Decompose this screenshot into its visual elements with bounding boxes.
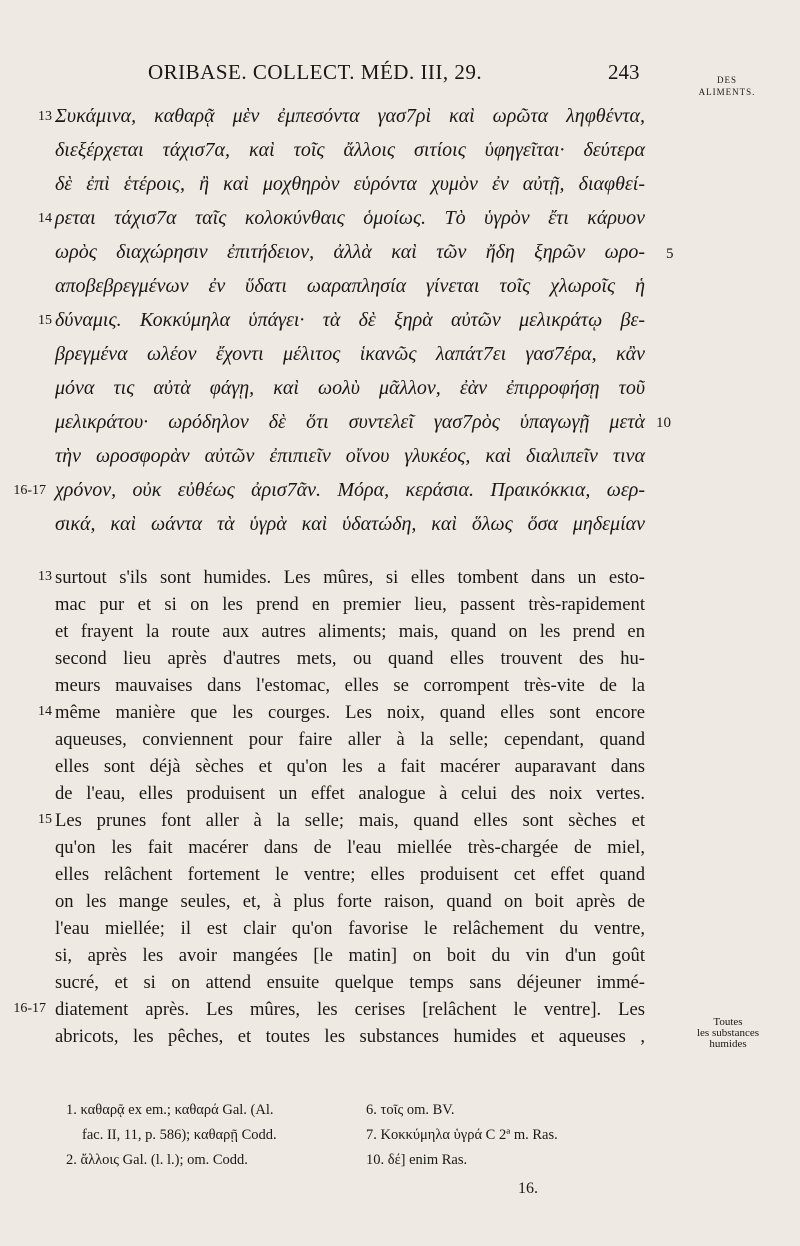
french-section-number: 15 <box>38 812 52 827</box>
french-line: sucré, et si on attend ensuite quelque temps sans déjeuner immé- <box>55 972 645 993</box>
french-line: aqueuses, conviennent pour faire aller à la selle; cependant, quand <box>55 729 645 750</box>
french-line: Les prunes font aller à la selle; mais, quand elles sont sèches et <box>55 810 645 831</box>
page-number: 243 <box>608 60 640 84</box>
french-line: qu'on les fait macérer dans de l'eau miellée très-chargée de miel, <box>55 837 645 858</box>
french-line: mac pur et si on les prend en premier lieu, passent très-rapidement <box>55 594 645 615</box>
greek-section-number: 15 <box>38 313 52 328</box>
french-line: abricots, les pêches, et toutes les substances humides et aqueuses , <box>55 1026 645 1047</box>
greek-line: τὴν ωροσφορὰν αὐτῶν ἐπιπιεῖν οἴνου γλυκέος, καὶ διαλιπεῖν τινα <box>55 445 645 467</box>
greek-section-number: 16-17 <box>13 483 46 498</box>
french-line: elles relâchent fortement le ventre; elles produisent cet effet quand <box>55 864 645 885</box>
side-section-title <box>690 74 764 98</box>
footnote: 6. τοῖς om. BV. <box>366 1102 455 1118</box>
footnote: 2. ἄλλοις Gal. (l. l.); om. Codd. <box>66 1152 248 1168</box>
greek-line: ρεται τάχισ7α ταῖς κολοκύνθαις ὁμοίως. Τὸ ὑγρὸν ἔτι κάρυον <box>55 207 645 229</box>
french-line: de l'eau, elles produisent un effet analogue à celui des noix vertes. <box>55 783 645 804</box>
french-section-number: 16-17 <box>13 1001 46 1016</box>
french-line: et frayent la route aux autres aliments; mais, quand on les prend en <box>55 621 645 642</box>
french-section-number: 14 <box>38 704 52 719</box>
french-line: surtout s'ils sont humides. Les mûres, si elles tombent dans un esto- <box>55 567 645 588</box>
footnote: 7. Κοκκύμηλα ὑγρά C 2ª m. Ras. <box>366 1127 558 1143</box>
french-line: l'eau miellée; il est clair qu'on favorise le relâchement du ventre, <box>55 918 645 939</box>
french-line: si, après les avoir mangées [le matin] on boit du vin d'un goût <box>55 945 645 966</box>
greek-line: χρόνον, οὐκ εὐθέως ἀρισ7ᾶν. Μόρα, κεράσια. Πραικόκκια, ωερ- <box>55 479 645 501</box>
greek-line: δύναμις. Κοκκύμηλα ὑπάγει· τὰ δὲ ξηρὰ αὐτῶν μελικράτῳ βε- <box>55 309 645 331</box>
french-line: même manière que les courges. Les noix, quand elles sont encore <box>55 702 645 723</box>
margin-note <box>688 1017 768 1050</box>
greek-line: ωρὸς διαχώρησιν ἐπιτήδειον, ἀλλὰ καὶ τῶν ἤδη ξηρῶν ωρο- <box>55 241 645 263</box>
french-line: diatement après. Les mûres, les cerises [relâchent le ventre]. Les <box>55 999 645 1020</box>
side-section-title-line1: DES <box>716 75 737 85</box>
footnote: fac. II, 11, p. 586); καθαρῇ Codd. <box>82 1127 277 1143</box>
side-section-title-line2: ALIMENTS. <box>698 87 756 97</box>
margin-note-line: Toutes <box>713 1016 743 1028</box>
running-header-title: ORIBASE. COLLECT. MÉD. III, 29. <box>148 60 483 84</box>
greek-line-marker-5: 5 <box>666 246 674 262</box>
french-line: on les mange seules, et, à plus forte raison, quand on boit après de <box>55 891 645 912</box>
footnote: 1. καθαρᾷ ex em.; καθαρά Gal. (Al. <box>66 1102 274 1118</box>
greek-line: δὲ ἐπὶ ἑτέροις, ἢ καὶ μοχθηρὸν εὑρόντα χυμὸν ἐν αὐτῇ, διαφθεί- <box>55 173 645 195</box>
footnote: 10. δέ] enim Ras. <box>366 1152 468 1168</box>
french-line: meurs mauvaises dans l'estomac, elles se corrompent très-vite de la <box>55 675 645 696</box>
greek-line: μόνα τις αὐτὰ φάγῃ, καὶ ωολὺ μᾶλλον, ἐὰν ἐπιρροφήσῃ τοῦ <box>55 377 645 399</box>
greek-line: διεξέρχεται τάχισ7α, καὶ τοῖς ἄλλοις σιτίοις ὑφηγεῖται· δεύτερα <box>55 139 645 161</box>
greek-line: σικά, καὶ ωάντα τὰ ὑγρὰ καὶ ὑδατώδη, καὶ ὅλως ὅσα μηδεμίαν <box>55 513 645 535</box>
greek-line: Συκάμινα, καθαρᾷ μὲν ἐμπεσόντα γασ7ρὶ καὶ ωρῶτα ληφθέντα, <box>55 105 645 127</box>
greek-line: μελικράτου· ωρόδηλον δὲ ὅτι συντελεῖ γασ7ρὸς ὑπαγωγῇ μετὰ <box>55 411 645 433</box>
french-line: elles sont déjà sèches et qu'on les a fait macérer auparavant dans <box>55 756 645 777</box>
greek-section-number: 13 <box>38 109 52 124</box>
french-line: second lieu après d'autres mets, ou quand elles trouvent des hu- <box>55 648 645 669</box>
signature-mark: 16. <box>518 1180 538 1197</box>
margin-note-line: les substances <box>696 1027 759 1039</box>
greek-line: αποβεβρεγμένων ἐν ὕδατι ωαραπλησία γίνεται τοῖς χλωροῖς ἡ <box>55 275 645 297</box>
margin-note-line: humides <box>709 1038 747 1050</box>
french-section-number: 13 <box>38 569 52 584</box>
greek-line: βρεγμένα ωλέον ἔχοντι μέλιτος ἱκανῶς λαπάτ7ει γασ7έρα, κἂν <box>55 343 645 365</box>
greek-section-number: 14 <box>38 211 52 226</box>
greek-line-marker-10: 10 <box>656 415 671 431</box>
